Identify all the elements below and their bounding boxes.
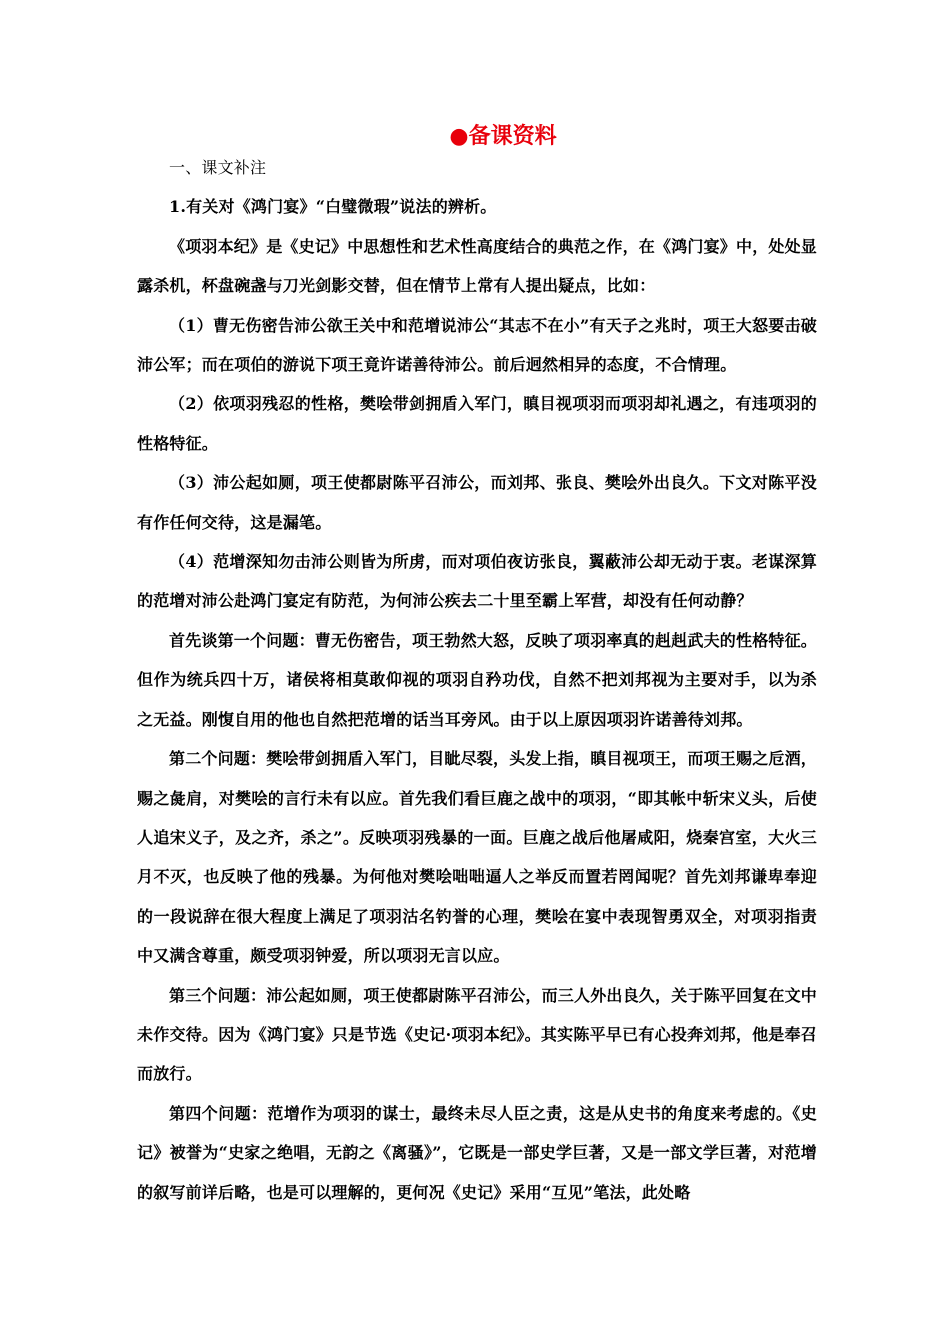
paragraph-5: （3）沛公起如厕，项王使都尉陈平召沛公，而刘邦、张良、樊哙外出良久。下文对陈平没有作任何交待，这是漏笔。 bbox=[137, 473, 817, 532]
paragraph-9: 第三个问题：沛公起如厕，项王使都尉陈平召沛公，而三人外出良久，关于陈平回复在文中未作交待。因为《鸿门宴》只是节选《史记·项羽本纪》。其实陈平早已有心投奔刘邦，他是奉召而放行。 bbox=[137, 985, 818, 1084]
document-body bbox=[137, 148, 817, 1212]
section-heading: 一、课文补注 bbox=[169, 158, 267, 177]
paragraph-1: 1.有关对《鸿门宴》“白璧微瑕”说法的辨析。 bbox=[169, 197, 497, 217]
paragraph-10: 第四个问题：范增作为项羽的谋士，最终未尽人臣之责，这是从史书的角度来考虑的。《史记》被誉为“史家之绝唱，无韵之《离骚》”，它既是一部史学巨著，又是一部文学巨著，对范增的叙写前详后略，也是可以理解的，更何况《史记》采用“互见”笔法，此处略 bbox=[137, 1103, 817, 1202]
paragraph-6: （4）范增深知勿击沛公则皆为所虏，而对项伯夜访张良，翼蔽沛公却无动于衷。老谋深算的范增对沛公赴鸿门宴定有防范，为何沛公疾去二十里至霸上军营，却没有任何动静？ bbox=[137, 552, 817, 611]
paragraph-3: （1）曹无伤密告沛公欲王关中和范增说沛公“其志不在小”有天子之兆时，项王大怒要击破沛公军；而在项伯的游说下项王竟许诺善待沛公。前后迥然相异的态度，不合情理。 bbox=[137, 315, 817, 375]
paragraph-4: （2）依项羽残忍的性格，樊哙带剑拥盾入军门，瞋目视项羽而项羽却礼遇之，有违项羽的性格特征。 bbox=[137, 394, 817, 453]
document-title: ●备课资料 bbox=[449, 123, 557, 149]
paragraph-8: 第二个问题：樊哙带剑拥盾入军门，目眦尽裂，头发上指，瞋目视项王，而项王赐之卮酒，赐之彘肩，对樊哙的言行未有以应。首先我们看巨鹿之战中的项羽，“即其帐中斩宋义头，后使人追宋义子，及之齐，杀之”。反映项羽残暴的一面。巨鹿之战后他屠咸阳，烧秦宫室，大火三月不灭，也反映了他的残暴。为何他对樊哙咄咄逼人之举反而置若罔闻呢？首先刘邦谦卑奉迎的一段说辞在很大程度上满足了项羽沽名钓誉的心理，樊哙在宴中表现智勇双全，对项羽指责中又满含尊重，颇受项羽钟爱，所以项羽无言以应。 bbox=[137, 749, 818, 966]
paragraph-2: 《项羽本纪》是《史记》中思想性和艺术性高度结合的典范之作，在《鸿门宴》中，处处显露杀机，杯盘碗盏与刀光剑影交替，但在情节上常有人提出疑点，比如： bbox=[137, 236, 818, 296]
paragraph-7: 首先谈第一个问题：曹无伤密告，项王勃然大怒，反映了项羽率真的赳赳武夫的性格特征。但作为统兵四十万，诸侯将相莫敢仰视的项羽自矜功伐，自然不把刘邦视为主要对手，以为杀之无益。刚愎自用的他也自然把范增的话当耳旁风。由于以上原因项羽许诺善待刘邦。 bbox=[137, 630, 818, 729]
